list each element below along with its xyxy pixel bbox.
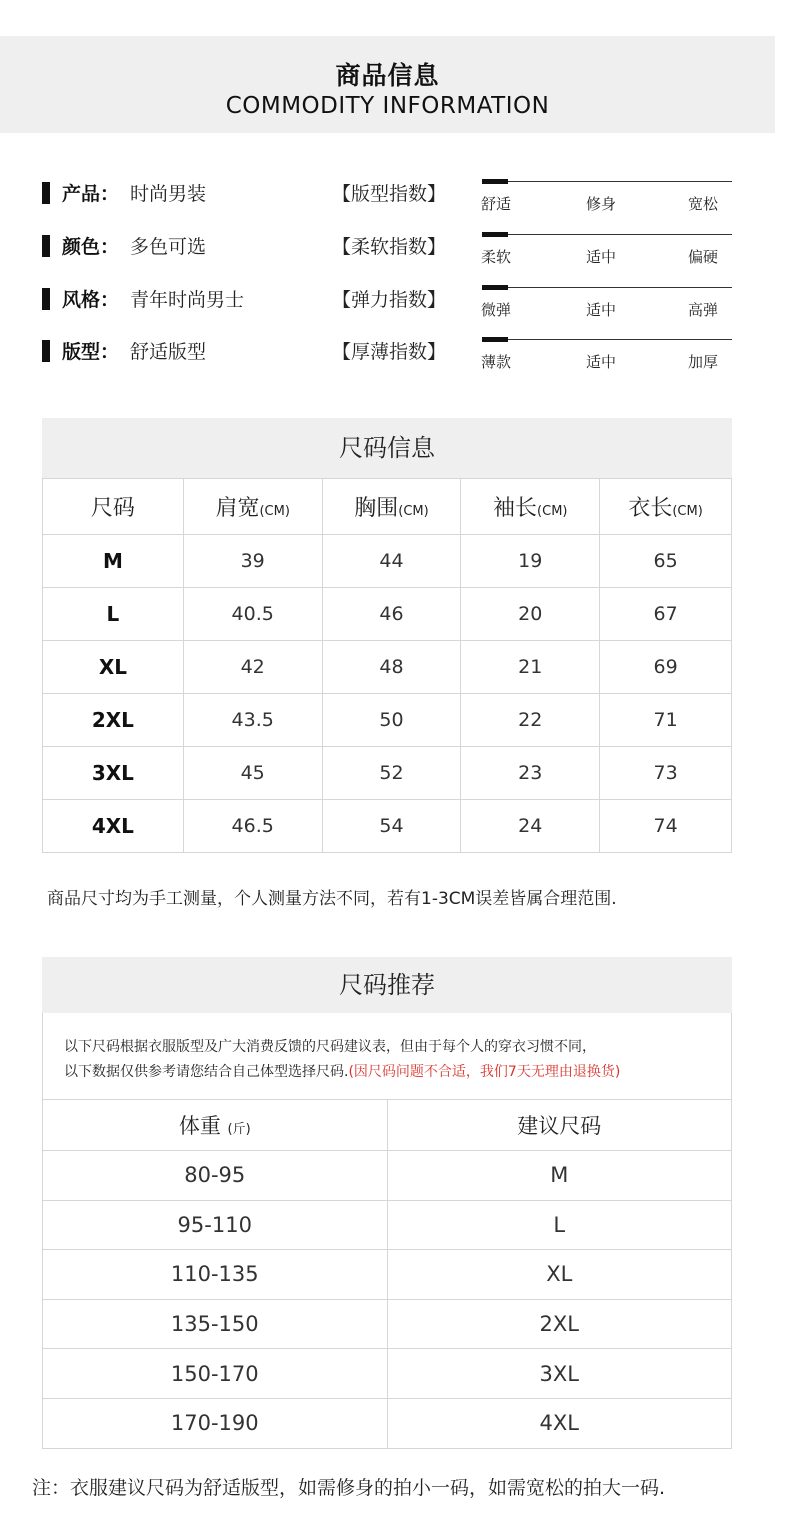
- chest-cell: 54: [322, 800, 461, 853]
- suggested-size-cell: M: [387, 1151, 732, 1201]
- weight-cell: 150-170: [43, 1349, 388, 1399]
- scale-level: 高弹: [688, 301, 719, 319]
- sleeve-cell: 22: [461, 694, 600, 747]
- col-header-label: 肩宽: [215, 496, 260, 521]
- scale-line: [482, 234, 732, 235]
- col-header-unit: (CM): [259, 504, 290, 519]
- col-header-sleeve: [461, 479, 600, 535]
- col-header-chest: [322, 479, 461, 535]
- table-row: [43, 694, 732, 747]
- index-scale: [482, 284, 732, 324]
- bullet-bar: [42, 182, 50, 204]
- length-cell: 71: [600, 694, 732, 747]
- scale-level: 适中: [586, 301, 617, 319]
- col-header-label: 体重: [178, 1114, 221, 1138]
- intro-line: 以下尺码根据衣服版型及广大消费反馈的尺码建议表，但由于每个人的穿衣习惯不同，: [64, 1039, 596, 1055]
- size-info-heading: 尺码信息: [42, 418, 732, 478]
- scale-level: 舒适: [481, 195, 512, 213]
- suggested-size-cell: 2XL: [387, 1299, 732, 1349]
- scale-level: 修身: [586, 195, 617, 213]
- intro-text: 以下数据仅供参考请您结合自己体型选择尺码.: [64, 1064, 349, 1080]
- index-scale: [482, 336, 732, 376]
- info-label: 风格：: [62, 289, 120, 311]
- info-row-product: [42, 178, 742, 213]
- scale-level: 柔软: [481, 248, 512, 266]
- weight-cell: 170-190: [43, 1398, 388, 1448]
- page-title: 商品信息: [335, 61, 440, 90]
- bullet-bar: [42, 288, 50, 310]
- scale-marker: [482, 232, 508, 237]
- chest-cell: 52: [322, 747, 461, 800]
- scale-line: [482, 339, 732, 340]
- weight-cell: 110-135: [43, 1250, 388, 1300]
- scale-level: 加厚: [688, 353, 719, 371]
- info-value: 舒适版型: [130, 341, 207, 363]
- sleeve-cell: 24: [461, 800, 600, 853]
- col-header-label: 衣长: [628, 496, 673, 521]
- size-cell: L: [43, 588, 184, 641]
- scale-level: 微弹: [481, 301, 512, 319]
- col-header-label: 胸围: [354, 496, 399, 521]
- return-policy-note: (因尺码问题不合适，我们7天无理由退换货): [348, 1064, 621, 1080]
- length-cell: 69: [600, 641, 732, 694]
- scale-marker: [482, 179, 508, 184]
- info-value: 青年时尚男士: [130, 289, 245, 311]
- table-row: [43, 1200, 732, 1250]
- table-row: [43, 1398, 732, 1448]
- shoulder-cell: 45: [183, 747, 322, 800]
- index-name: 【厚薄指数】: [332, 341, 447, 363]
- scale-level: 适中: [586, 353, 617, 371]
- shoulder-cell: 43.5: [183, 694, 322, 747]
- shoulder-cell: 46.5: [183, 800, 322, 853]
- table-row: [43, 747, 732, 800]
- sleeve-cell: 21: [461, 641, 600, 694]
- shoulder-cell: 39: [183, 535, 322, 588]
- scale-level: 薄款: [481, 353, 512, 371]
- bullet-bar: [42, 340, 50, 362]
- col-header-label: 尺码: [90, 496, 135, 521]
- index-name: 【柔软指数】: [332, 236, 447, 258]
- sleeve-cell: 23: [461, 747, 600, 800]
- chest-cell: 44: [322, 535, 461, 588]
- table-row: [43, 1151, 732, 1201]
- info-label: 版型：: [62, 341, 120, 363]
- col-header-unit: (斤): [227, 1122, 251, 1137]
- length-cell: 73: [600, 747, 732, 800]
- index-scale: [482, 178, 732, 218]
- col-header-unit: (CM): [672, 504, 703, 519]
- col-header-length: [600, 479, 732, 535]
- info-label: 产品：: [62, 183, 120, 205]
- scale-line: [482, 181, 732, 182]
- weight-cell: 135-150: [43, 1299, 388, 1349]
- scale-marker: [482, 337, 508, 342]
- size-cell: 2XL: [43, 694, 184, 747]
- index-name: 【弹力指数】: [332, 289, 447, 311]
- length-cell: 67: [600, 588, 732, 641]
- size-cell: 3XL: [43, 747, 184, 800]
- info-label: 颜色：: [62, 236, 120, 258]
- recommend-table: [42, 1099, 732, 1449]
- chest-cell: 46: [322, 588, 461, 641]
- info-row-style: [42, 284, 742, 319]
- size-table: [42, 478, 732, 853]
- shoulder-cell: 42: [183, 641, 322, 694]
- commodity-header: [0, 36, 775, 133]
- chest-cell: 50: [322, 694, 461, 747]
- col-header-shoulder: [183, 479, 322, 535]
- shoulder-cell: 40.5: [183, 588, 322, 641]
- suggested-size-cell: XL: [387, 1250, 732, 1300]
- bullet-bar: [42, 235, 50, 257]
- info-row-color: [42, 231, 742, 266]
- col-header-label: 袖长: [493, 496, 538, 521]
- intro-line: [64, 1061, 620, 1081]
- length-cell: 65: [600, 535, 732, 588]
- size-cell: XL: [43, 641, 184, 694]
- col-header-unit: (CM): [398, 504, 429, 519]
- col-header-size: [43, 479, 184, 535]
- info-value: 多色可选: [130, 236, 207, 258]
- col-header-unit: (CM): [537, 504, 568, 519]
- table-row: [43, 641, 732, 694]
- weight-cell: 95-110: [43, 1200, 388, 1250]
- sleeve-cell: 20: [461, 588, 600, 641]
- sleeve-cell: 19: [461, 535, 600, 588]
- table-row: [43, 1250, 732, 1300]
- col-header-suggested-size: 建议尺码: [387, 1100, 732, 1151]
- scale-level: 偏硬: [688, 248, 719, 266]
- scale-line: [482, 287, 732, 288]
- scale-marker: [482, 285, 508, 290]
- table-row: [43, 1299, 732, 1349]
- size-cell: 4XL: [43, 800, 184, 853]
- fit-advice-note: 注：衣服建议尺码为舒适版型，如需修身的拍小一码，如需宽松的拍大一码.: [32, 1477, 666, 1499]
- size-cell: M: [43, 535, 184, 588]
- measurement-note: 商品尺寸均为手工测量，个人测量方法不同，若有1-3CM误差皆属合理范围.: [47, 889, 617, 909]
- table-row: [43, 535, 732, 588]
- col-header-weight: [43, 1100, 388, 1151]
- suggested-size-cell: L: [387, 1200, 732, 1250]
- table-header-row: [43, 479, 732, 535]
- scale-level: 宽松: [688, 195, 719, 213]
- index-scale: [482, 231, 732, 271]
- index-name: 【版型指数】: [332, 183, 447, 205]
- table-row: [43, 1349, 732, 1399]
- table-row: [43, 588, 732, 641]
- suggested-size-cell: 3XL: [387, 1349, 732, 1399]
- info-row-fit: [42, 336, 742, 371]
- chest-cell: 48: [322, 641, 461, 694]
- recommend-intro: [42, 1013, 732, 1099]
- scale-level: 适中: [586, 248, 617, 266]
- size-recommend-heading: 尺码推荐: [42, 957, 732, 1013]
- table-row: [43, 800, 732, 853]
- page-subtitle: COMMODITY INFORMATION: [225, 93, 550, 119]
- suggested-size-cell: 4XL: [387, 1398, 732, 1448]
- info-value: 时尚男装: [130, 183, 207, 205]
- length-cell: 74: [600, 800, 732, 853]
- table-header-row: [43, 1100, 732, 1151]
- weight-cell: 80-95: [43, 1151, 388, 1201]
